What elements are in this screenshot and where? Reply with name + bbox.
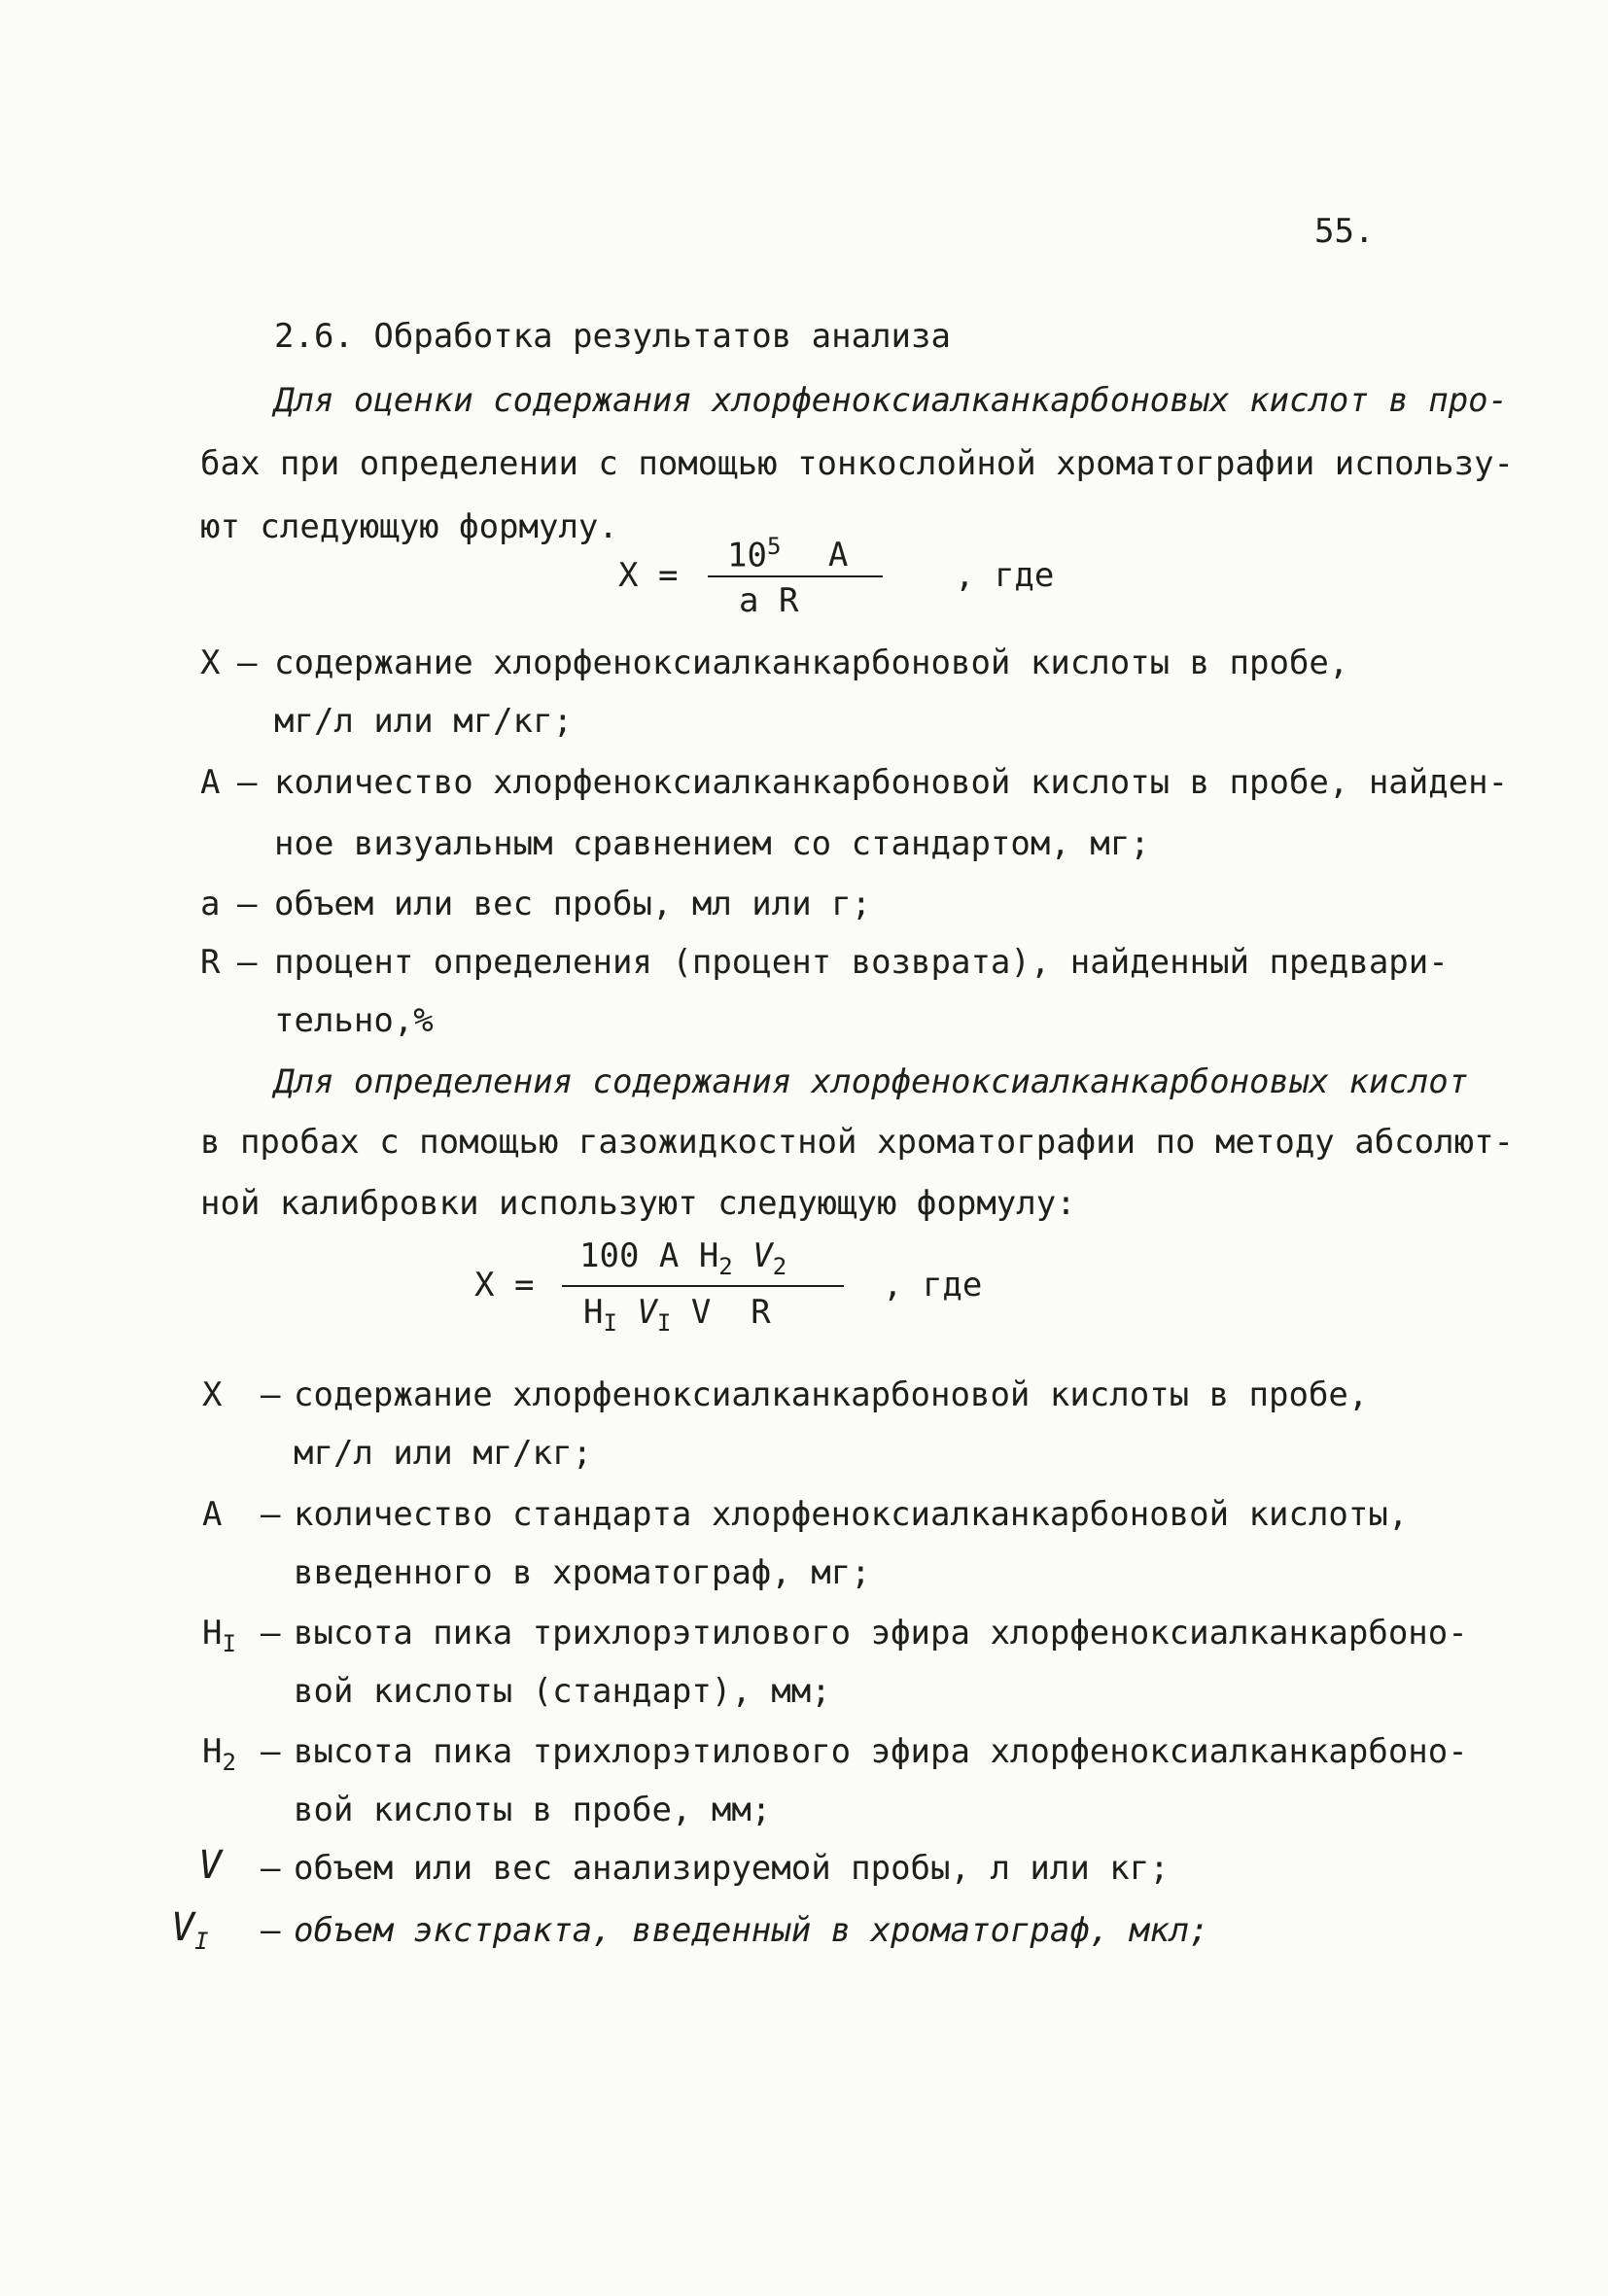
paragraph-line: ют следующую формулу. <box>200 507 618 546</box>
def-dash: – <box>237 943 258 982</box>
def-text: объем экстракта, введенный в хроматограф, мкл; <box>294 1911 1209 1950</box>
numerator-v: V <box>732 1236 773 1275</box>
formula-denominator <box>583 1293 771 1337</box>
def-dash: – <box>261 1911 281 1950</box>
def-text: тельно,% <box>274 1001 434 1040</box>
def-dash: – <box>261 1849 281 1888</box>
def-text: введенного в хроматограф, мг; <box>294 1553 871 1592</box>
formula-lhs: X = <box>618 556 679 595</box>
denominator-h: H <box>583 1293 604 1332</box>
formula-lhs: X = <box>474 1266 535 1305</box>
denominator-v: V <box>616 1293 657 1332</box>
numerator-subscript: 2 <box>718 1252 733 1280</box>
def-text: объем или вес пробы, мл или г; <box>274 885 872 923</box>
def-dash: – <box>261 1614 281 1652</box>
numerator-exponent: 5 <box>766 533 782 560</box>
paragraph-line: Для определения содержания хлорфеноксиалканкарбоновых кислот <box>274 1062 1469 1101</box>
formula-denominator: a R <box>739 581 799 620</box>
def-symbol: $H_2$ <box>202 1732 236 1776</box>
def-text: вой кислоты (стандарт), мм; <box>294 1672 831 1711</box>
def-text: ное визуальным сравнением со стандартом, мг; <box>274 824 1150 863</box>
def-text: объем или вес анализируемой пробы, л или кг; <box>294 1849 1170 1888</box>
def-symbol: A <box>202 1495 223 1534</box>
def-text: количество хлорфеноксиалканкарбоновой кислоты в пробе, найден- <box>274 763 1509 802</box>
def-dash: – <box>237 763 258 802</box>
def-text: количество стандарта хлорфеноксиалканкарбоновой кислоты, <box>294 1495 1409 1534</box>
numerator-subscript: 2 <box>772 1252 787 1280</box>
def-dash: – <box>261 1375 281 1414</box>
def-text: процент определения (процент возврата), найденный предвари- <box>274 943 1449 982</box>
def-symbol: $V_I$ <box>171 1905 209 1955</box>
fraction-bar <box>562 1285 844 1287</box>
numerator-rest: A <box>827 536 849 575</box>
def-dash: – <box>237 885 258 923</box>
def-symbol: X <box>200 644 221 682</box>
def-symbol: X <box>202 1375 223 1414</box>
def-text: содержание хлорфеноксиалканкарбоновой кислоты в пробе, <box>274 644 1349 682</box>
def-symbol: a <box>200 885 221 923</box>
def-text: вой кислоты в пробе, мм; <box>294 1791 772 1829</box>
formula-numerator <box>579 1236 787 1280</box>
def-text: высота пика трихлорэтилового эфира хлорфеноксиалканкарбоно- <box>294 1614 1468 1652</box>
formula-suffix: , где <box>955 556 1055 595</box>
def-symbol: $H_I$ <box>202 1614 236 1657</box>
denominator-rest: V R <box>671 1293 771 1332</box>
def-symbol: A <box>200 763 221 802</box>
def-dash: – <box>261 1732 281 1771</box>
formula-numerator <box>727 533 848 574</box>
page-number: 55. <box>1314 212 1375 251</box>
def-text: мг/л или мг/кг; <box>274 702 574 741</box>
def-text: содержание хлорфеноксиалканкарбоновой кислоты в пробе, <box>294 1375 1369 1414</box>
def-text: высота пика трихлорэтилового эфира хлорфеноксиалканкарбоно- <box>294 1732 1468 1771</box>
def-symbol: R <box>200 943 221 982</box>
paragraph-line: в пробах с помощью газожидкостной хроматографии по методу абсолют- <box>200 1123 1515 1162</box>
denominator-subscript: I <box>656 1308 672 1337</box>
section-heading: 2.6. Обработка результатов анализа <box>274 317 951 356</box>
fraction-bar <box>708 575 883 577</box>
def-dash: – <box>261 1495 281 1534</box>
denominator-subscript: I <box>603 1308 617 1337</box>
paragraph-line: Для оценки содержания хлорфеноксиалканкарбоновых кислот в про- <box>274 381 1509 420</box>
paragraph-line: ной калибровки используют следующую формулу: <box>200 1184 1076 1223</box>
def-text: мг/л или мг/кг; <box>294 1434 593 1473</box>
numerator-base: 10 <box>727 536 767 575</box>
numerator-text: 100 A H <box>579 1236 719 1275</box>
formula-suffix: , где <box>883 1266 983 1305</box>
def-dash: – <box>237 644 258 682</box>
paragraph-line: бах при определении с помощью тонкослойной хроматографии использу- <box>200 444 1515 483</box>
def-symbol: V <box>198 1843 223 1888</box>
